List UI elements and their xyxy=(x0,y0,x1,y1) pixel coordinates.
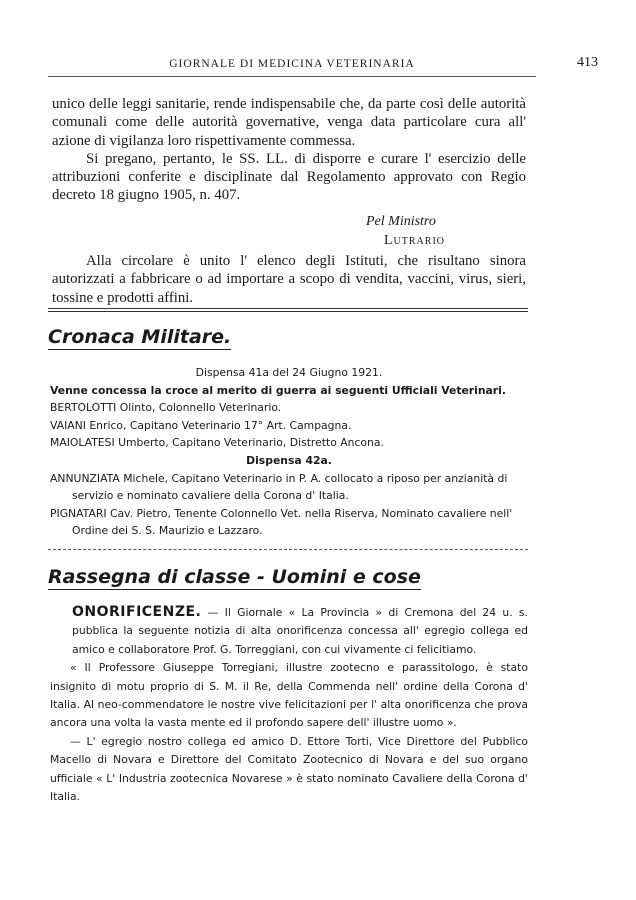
circular-note xyxy=(52,252,526,307)
cronaca-body xyxy=(50,364,528,540)
officer-entry: PIGNATARI Cav. Pietro, Tenente Colonnello Vet. nella Riserva, Nominato cavaliere nell' Ordine dei S. S. Maurizio e Lazzaro. xyxy=(50,506,513,538)
rassegna-body xyxy=(50,603,528,806)
cronaca-title xyxy=(48,326,231,348)
circular-paragraph: Alla circolare è unito l' elenco degli Istituti, che risultano sinora autorizzati a fabbricare o ad importare a scopo di vendita, vaccini, virus, sieri, tossine e prodotti affini. xyxy=(52,253,526,306)
signature-name: Lutrario xyxy=(384,233,445,248)
news-paragraph: — L' egregio nostro collega ed amico D. Ettore Torti, Vice Direttore del Pubblico Macello di Novara e Direttore del Comitato Zootecnico di Novara e del suo organo ufficiale « L' Industria zootecnica Novarese » è stato nominato Cavaliere della Corona d' Italia. xyxy=(50,734,528,804)
circular-text xyxy=(52,95,526,205)
journal-title: GIORNALE DI MEDICINA VETERINARIA xyxy=(169,58,415,70)
section-divider xyxy=(48,549,528,550)
officer-entry: ANNUNZIATA Michele, Capitano Veterinario in P. A. collocato a riposo per anzianità di servizio e nominato cavaliere della Corona d' Italia. xyxy=(50,471,508,503)
dispensa-heading: Dispensa 41a del 24 Giugno 1921. xyxy=(195,366,383,379)
circular-paragraph: unico delle leggi sanitarie, rende indispensabile che, da parte così delle autorità comunali come delle autorità governative, venga data particolare cura all' azione di vigilanza loro rispettivamente commessa. xyxy=(52,96,526,149)
dispensa-heading: Dispensa 42a. xyxy=(246,453,332,467)
officer-entry: BERTOLOTTI Olinto, Colonnello Veterinario. xyxy=(50,401,282,415)
rassegna-title xyxy=(48,566,421,588)
section-divider xyxy=(48,311,528,312)
officer-entry: MAIOLATESI Umberto, Capitano Veterinario, Distretto Ancona. xyxy=(50,436,384,450)
news-paragraph xyxy=(50,603,528,659)
officer-entry: VAIANI Enrico, Capitano Veterinario 17° Art. Campagna. xyxy=(50,418,352,432)
signature-line: Pel Ministro xyxy=(366,214,436,229)
section-divider xyxy=(48,308,528,309)
cronaca-title-text: Cronaca Militare. xyxy=(48,326,232,348)
circular-paragraph: Si pregano, pertanto, le SS. LL. di disporre e curare l' esercizio delle attribuzioni conferite e disciplinate dal Regolamento approvato con Regio decreto 18 giugno 1905, n. 407. xyxy=(52,150,526,204)
news-paragraph: « Il Professore Giuseppe Torregiani, illustre zootecno e parassitologo, è stato insignito di motu proprio di S. M. il Re, della Commenda nell' ordine della Corona d' Italia. Al neo-commendatore le nostre vive felicitazioni per l' alta onorificenza che prova ancora una volta la vasta mente ed il profondo sapere dell' illustre uomo ». xyxy=(50,661,528,730)
news-text: — Il Giornale « La Provincia » di Cremona del 24 u. s. pubblica la seguente notizia di alta onorificenza concessa all' egregio collega ed amico e collaboratore Prof. G. Torreggiani, con cui vivamente ci felicitiamo. xyxy=(72,606,528,656)
onorificenze-heading: ONORIFICENZE. xyxy=(72,604,202,620)
rassegna-title-text: Rassegna di classe - Uomini e cose xyxy=(48,566,421,588)
running-header xyxy=(48,54,598,77)
cronaca-intro: Venne concessa la croce al merito di guerra ai seguenti Ufficiali Veterinari. xyxy=(50,383,506,397)
page-number: 413 xyxy=(577,55,598,70)
